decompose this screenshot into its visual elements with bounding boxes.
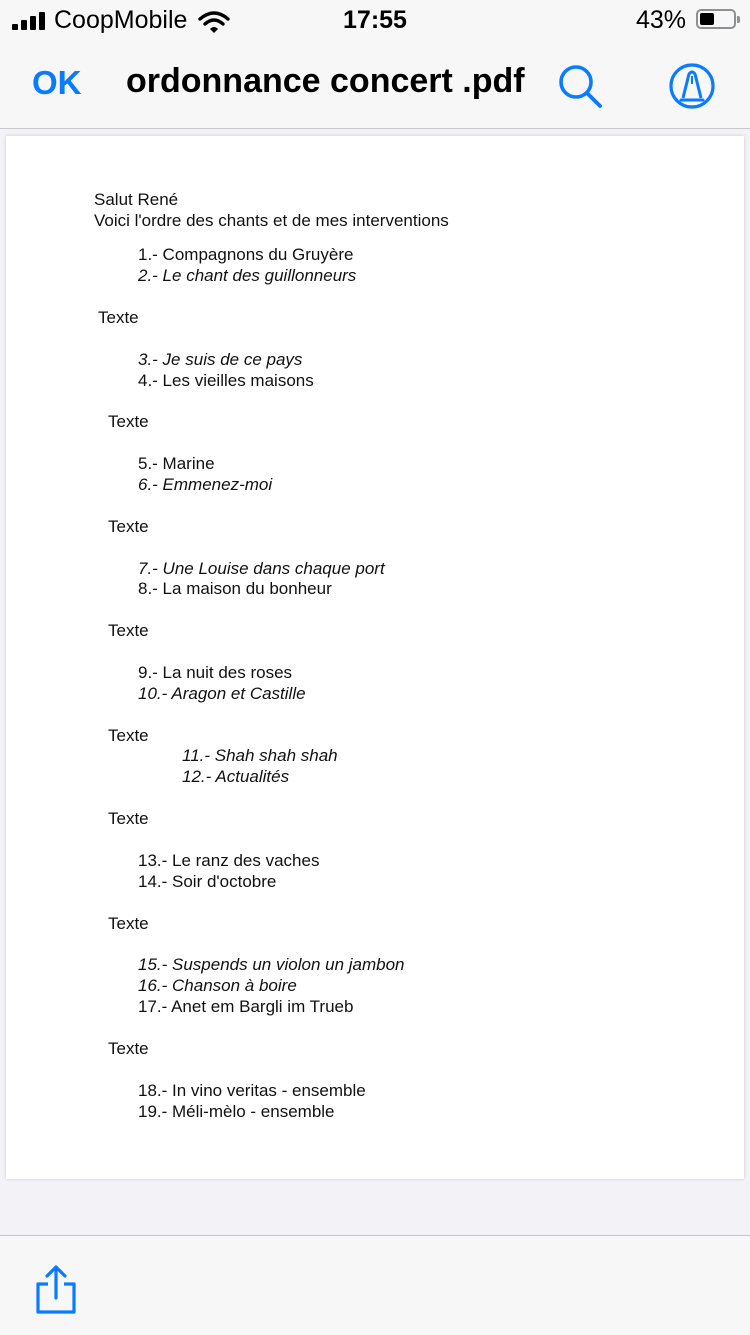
carrier-name: CoopMobile <box>54 6 188 34</box>
song-item: 10.- Aragon et Castille <box>138 684 306 703</box>
song-item: 19.- Méli-mèlo - ensemble <box>138 1102 335 1121</box>
greeting-text: Salut René <box>94 190 179 209</box>
song-item: 4.- Les vieilles maisons <box>138 371 314 390</box>
song-item: 2.- Le chant des guillonneurs <box>138 266 357 285</box>
ok-button[interactable]: OK <box>32 64 82 101</box>
battery-icon <box>696 9 736 29</box>
song-item: 13.- Le ranz des vaches <box>138 851 320 870</box>
text-marker: Texte <box>98 308 139 327</box>
text-marker: Texte <box>108 412 149 431</box>
song-item: 17.- Anet em Bargli im Trueb <box>138 997 354 1016</box>
markup-pen-icon[interactable] <box>668 62 716 110</box>
share-icon[interactable] <box>34 1264 78 1316</box>
song-item: 1.- Compagnons du Gruyère <box>138 245 354 264</box>
song-item: 15.- Suspends un violon un jambon <box>138 955 405 974</box>
song-item: 16.- Chanson à boire <box>138 976 297 995</box>
song-item: 11.- Shah shah shah <box>182 746 338 765</box>
text-marker: Texte <box>108 621 149 640</box>
song-item: 5.- Marine <box>138 454 215 473</box>
bottom-toolbar <box>0 1235 750 1335</box>
song-item: 9.- La nuit des roses <box>138 663 293 682</box>
intro-text: Voici l'ordre des chants et de mes interventions <box>94 211 449 230</box>
text-marker: Texte <box>108 726 149 745</box>
song-item: 18.- In vino veritas - ensemble <box>138 1081 366 1100</box>
song-item: 3.- Je suis de ce pays <box>138 350 303 369</box>
text-marker: Texte <box>108 914 149 933</box>
document-title: ordonnance concert .pdf <box>126 62 525 100</box>
song-item: 7.- Une Louise dans chaque port <box>138 559 385 578</box>
battery-percentage: 43% <box>635 6 686 34</box>
song-item: 12.- Actualités <box>182 767 290 786</box>
text-marker: Texte <box>108 517 149 536</box>
song-item: 8.- La maison du bonheur <box>138 579 332 598</box>
song-item: 6.- Emmenez-moi <box>138 475 273 494</box>
search-icon[interactable] <box>556 62 604 110</box>
text-marker: Texte <box>108 809 149 828</box>
song-item: 14.- Soir d'octobre <box>138 872 277 891</box>
status-bar <box>0 0 750 42</box>
clock: 17:55 <box>343 6 407 34</box>
navigation-bar <box>0 42 750 129</box>
battery-level-fill <box>700 13 714 25</box>
text-marker: Texte <box>108 1039 149 1058</box>
pdf-page[interactable] <box>6 136 744 1179</box>
